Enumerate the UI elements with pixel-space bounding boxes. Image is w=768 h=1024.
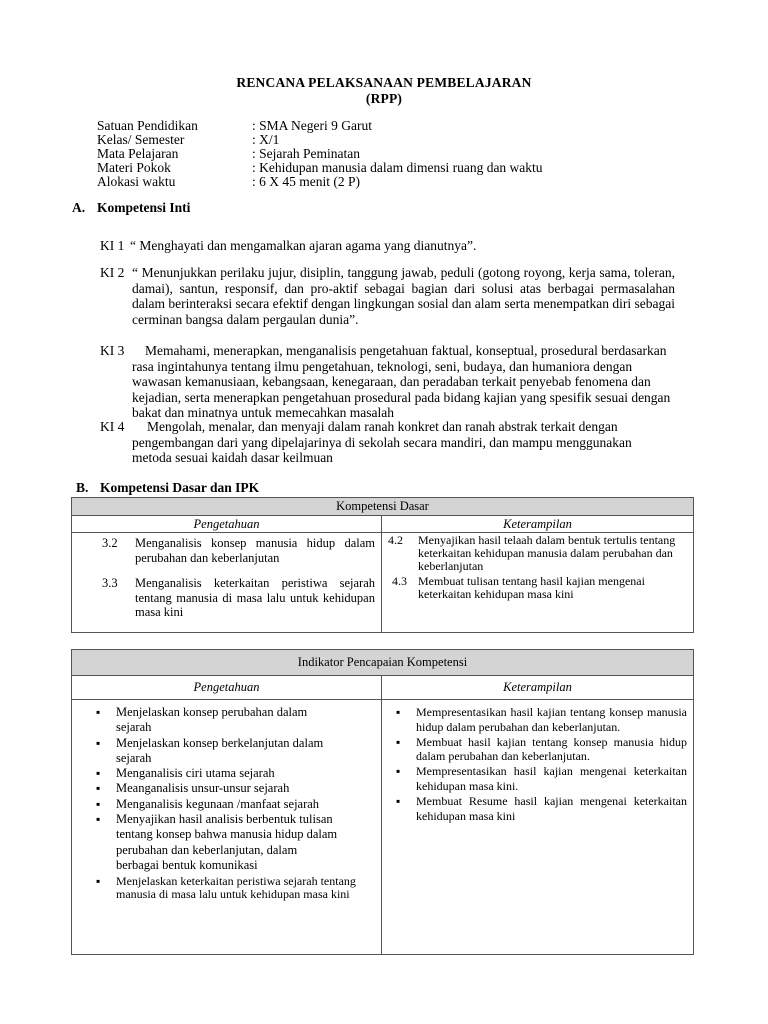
ki-text: “ Menunjukkan perilaku jujur, disiplin, tanggung jawab, peduli (gotong royong, kerja sama, toleran, damai), santun, responsif, dan pro-aktif sebagai bagian dari solusi atas berbagai permasalahan dalam berinteraksi secara efektif dengan lingkungan sosial dan alam serta menempatkan diri sebagai cerminan bangsa dalam pergaulan dunia”. <box>132 265 675 328</box>
ki-code: KI 3 <box>100 343 125 358</box>
ipk-table-header: Indikator Pencapaian Kompetensi <box>72 650 694 676</box>
section-b-title: Kompetensi Dasar dan IPK <box>100 480 260 495</box>
identity-value: : Kehidupan manusia dalam dimensi ruang dan waktu <box>252 160 543 175</box>
kd-table-header: Kompetensi Dasar <box>72 498 694 516</box>
kompetensi-dasar-table <box>71 497 694 633</box>
kd-number: 3.3 <box>102 576 118 590</box>
kd-number: 3.2 <box>102 536 118 550</box>
kd-text: Menganalisis keterkaitan peristiwa sejarah tentang manusia di masa lalu untuk kehidupan masa kini <box>135 576 375 619</box>
list-item: ▪ Mempresentasikan hasil kajian tentang konsep manusia hidup dalam perubahan dan keberlanjutan. <box>388 705 687 735</box>
section-a-letter: A. <box>72 200 86 215</box>
kd-text: Menyajikan hasil telaah dalam bentuk tertulis tentang keterkaitan kehidupan manusia dalam perubahan dan keberlanjutan <box>418 533 676 573</box>
list-item: ▪ Mempresentasikan hasil kajian mengenai keterkaitan kehidupan masa kini. <box>388 764 687 794</box>
kd-item <box>102 576 375 620</box>
kd-pengetahuan-cell <box>72 533 382 633</box>
ki-code: KI 2 <box>100 265 125 280</box>
list-item: ▪ Menjelaskan konsep berkelanjutan dalam sejarah <box>88 736 341 767</box>
list-item: ▪ Menganalisis ciri utama sejarah <box>88 766 341 781</box>
identity-label: Kelas/ Semester <box>97 132 185 147</box>
indikator-table <box>71 649 694 955</box>
kd-col-keterampilan: Keterampilan <box>382 516 694 533</box>
ki-code: KI 4 <box>100 419 125 434</box>
ipk-col-keterampilan: Keterampilan <box>382 676 694 700</box>
kd-item <box>388 534 679 573</box>
section-a-title: Kompetensi Inti <box>97 200 191 215</box>
ki-code: KI 1 <box>100 238 125 253</box>
kd-text: Membuat tulisan tentang hasil kajian mengenai keterkaitan kehidupan masa kini <box>418 574 645 601</box>
list-item: ▪ Menyajikan hasil analisis berbentuk tulisan tentang konsep bahwa manusia hidup dalam perubahan dan keberlanjutan, dalam berbagai bentuk komunikasi <box>88 812 341 873</box>
kd-number: 4.2 <box>388 533 403 547</box>
identity-label: Materi Pokok <box>97 160 171 175</box>
kd-item <box>102 536 375 566</box>
kd-keterampilan-cell <box>382 533 694 633</box>
identity-label: Alokasi waktu <box>97 174 176 189</box>
list-item: ▪ Membuat hasil kajian tentang konsep manusia hidup dalam perubahan dan keberlanjutan. <box>388 735 687 765</box>
identity-value: : Sejarah Peminatan <box>252 146 360 161</box>
ki-text: “ Menghayati dan mengamalkan ajaran agama yang dianutnya”. <box>130 238 477 253</box>
kd-number: 4.3 <box>392 574 407 588</box>
ipk-pengetahuan-list <box>88 705 356 902</box>
list-item: ▪ Meanganalisis unsur-unsur sejarah <box>88 781 341 796</box>
document-title: RENCANA PELAKSANAAN PEMBELAJARAN <box>236 75 532 90</box>
ki-text: Mengolah, menalar, dan menyaji dalam ranah konkret dan ranah abstrak terkait dengan pengembangan dari yang dipelajarinya di sekolah secara mandiri, dan mampu menggunakan metoda sesuai kaidah dasar keilmuan <box>132 419 632 465</box>
kd-col-pengetahuan: Pengetahuan <box>72 516 382 533</box>
identity-label: Mata Pelajaran <box>97 146 179 161</box>
ipk-keterampilan-list <box>388 705 687 823</box>
list-item: ▪ Menganalisis kegunaan /manfaat sejarah <box>88 797 341 812</box>
kd-text: Menganalisis konsep manusia hidup dalam perubahan dan keberlanjutan <box>135 536 375 565</box>
list-item: ▪ Membuat Resume hasil kajian mengenai keterkaitan kehidupan masa kini <box>388 794 687 824</box>
ki-text: Memahami, menerapkan, menganalisis pengetahuan faktual, konseptual, prosedural berdasarkan rasa ingintahunya tentang ilmu pengetahuan, teknologi, seni, budaya, dan humaniora dengan wawasan kemanusiaan, kebangsaan, kenegaraan, dan peradaban terkait penyebab fenomena dan kejadian, serta menerapkan pengetahuan prosedural pada bidang kajian yang spesifik sesuai dengan bakat dan minatnya untuk memecahkan masalah <box>132 343 671 420</box>
identity-value: : SMA Negeri 9 Garut <box>252 118 372 133</box>
identity-value: : 6 X 45 menit (2 P) <box>252 174 360 189</box>
ipk-pengetahuan-cell <box>72 700 382 955</box>
list-item: ▪ Menjelaskan konsep perubahan dalam sejarah <box>88 705 341 736</box>
list-item: ▪ Menjelaskan keterkaitan peristiwa sejarah tentang manusia di masa lalu untuk kehidupan masa kini <box>88 875 363 901</box>
kd-item <box>392 575 679 601</box>
ipk-keterampilan-cell <box>382 700 694 955</box>
document-subtitle: (RPP) <box>365 91 403 106</box>
ipk-col-pengetahuan: Pengetahuan <box>72 676 382 700</box>
identity-value: : X/1 <box>252 132 280 147</box>
section-b-letter: B. <box>76 480 89 495</box>
identity-label: Satuan Pendidikan <box>97 118 198 133</box>
